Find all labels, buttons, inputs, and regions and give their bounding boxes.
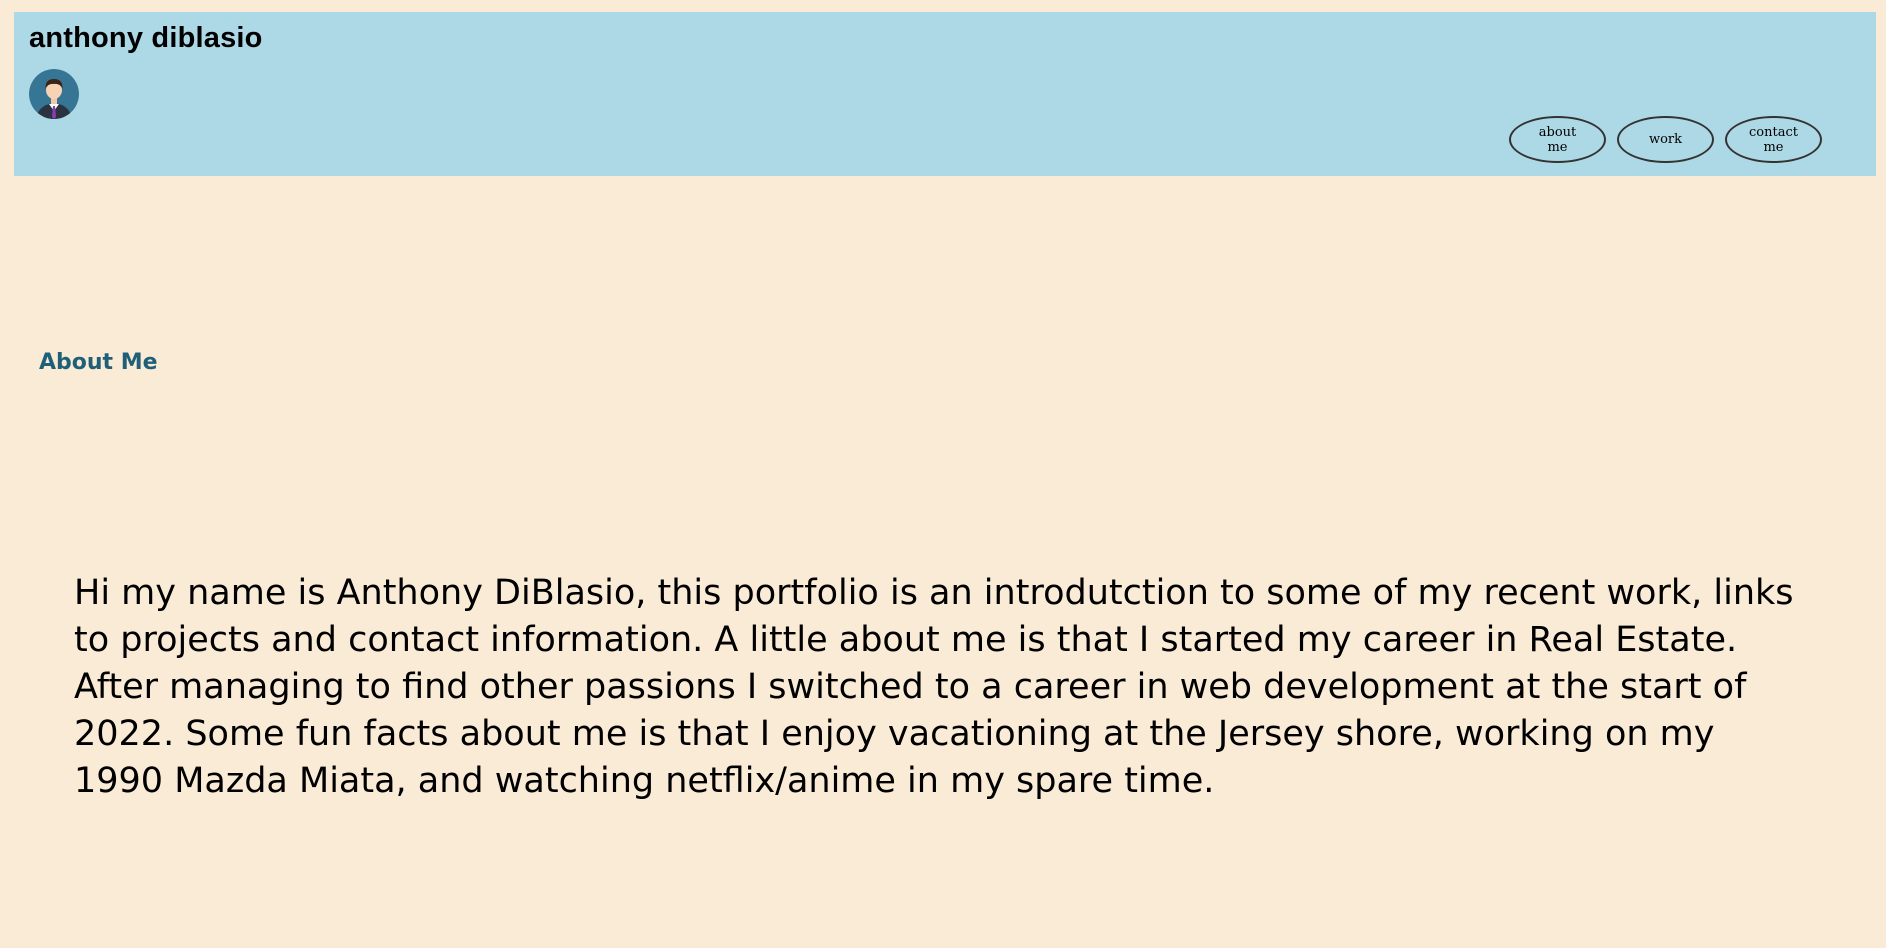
nav-about-me-button[interactable]: [1509, 116, 1606, 163]
main-nav: [1509, 116, 1822, 163]
about-me-heading: About Me: [39, 350, 158, 375]
about-me-paragraph: Hi my name is Anthony DiBlasio, this portfolio is an introdutction to some of my recent work, links to projects and contact information. A little about me is that I started my career in Real Estate. After managing to find other passions I switched to a career in web development at the start of 2022. Some fun facts about me is that I enjoy vacationing at the Jersey shore, working on my 1990 Mazda Miata, and watching netflix/anime in my spare time.: [74, 573, 1794, 801]
nav-contact-me-label: contact me: [1749, 124, 1798, 155]
nav-work-button[interactable]: [1617, 116, 1714, 163]
site-title: anthony diblasio: [29, 22, 263, 54]
nav-about-me-label: about me: [1538, 124, 1577, 155]
nav-contact-me-button[interactable]: [1725, 116, 1822, 163]
site-header: [14, 12, 1876, 176]
person-avatar-icon: [29, 69, 79, 119]
nav-work-label: work: [1648, 132, 1683, 147]
